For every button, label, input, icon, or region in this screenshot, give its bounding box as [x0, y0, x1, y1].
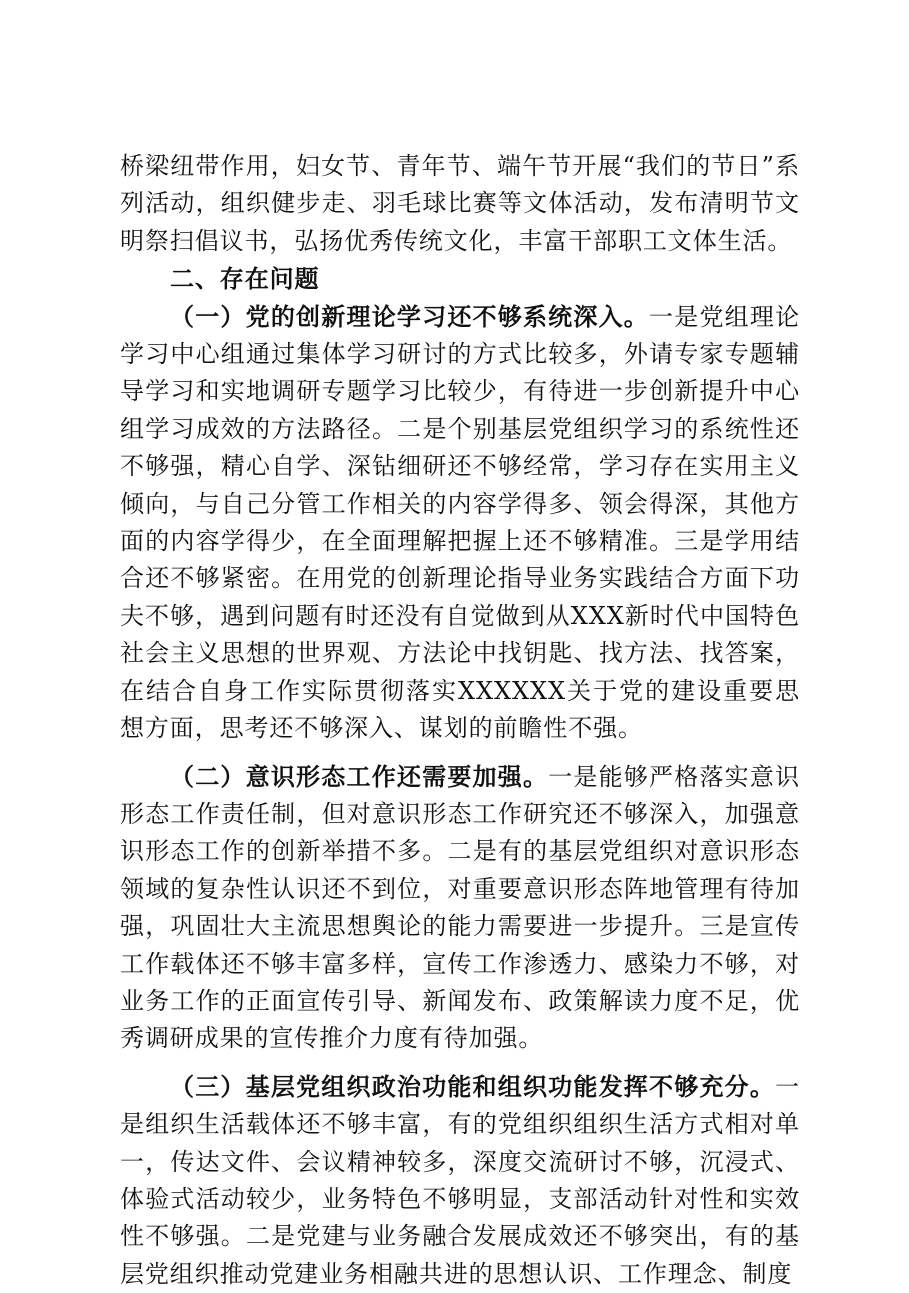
- issue-paragraph-2: [120, 758, 800, 1058]
- issue-heading-2: （二）意识形态工作还需要加强。: [170, 761, 549, 791]
- issue-paragraph-3: [120, 1068, 800, 1293]
- document-body: [120, 148, 800, 1293]
- issue-body-3: 一是组织生活载体还不够丰富，有的党组织组织生活方式相对单一，传达文件、会议精神较多，深度交流研讨不够，沉浸式、体验式活动较少，业务特色不够明显，支部活动针对性和实效性不够强。二是党建与业务融合发展成效还不够突出，有的基层党组织推动党建业务相融共进的思想认识、工作理念、制度: [120, 1072, 800, 1288]
- issue-paragraph-1: [120, 298, 800, 748]
- section-heading: 二、存在问题: [170, 264, 320, 294]
- issue-body-1: 一是党组理论学习中心组通过集体学习研讨的方式比较多，外请专家专题辅导学习和实地调研专题学习比较少，有待进一步创新提升中心组学习成效的方法路径。二是个别基层党组织学习的系统性还不够强，精心自学、深钻细研还不够经常，学习存在实用主义倾向，与自己分管工作相关的内容学得多、领会得深，其他方面的内容学得少，在全面理解把握上还不够精准。三是学用结合还不够紧密。在用党的创新理论指导业务实践结合方面下功夫不够，遇到问题有时还没有自觉做到从XXX新时代中国特色社会主义思想的世界观、方法论中找钥匙、找方法、找答案，在结合自身工作实际贯彻落实XXXXXX关于党的建设重要思想方面，思考还不够深入、谋划的前瞻性不强。: [120, 302, 800, 743]
- issue-body-2: 一是能够严格落实意识形态工作责任制，但对意识形态工作研究还不够深入，加强意识形态工作的创新举措不多。二是有的基层党组织对意识形态领域的复杂性认识还不到位，对重要意识形态阵地管理有待加强，巩固壮大主流思想舆论的能力需要进一步提升。三是宣传工作载体还不够丰富多样，宣传工作渗透力、感染力不够，对业务工作的正面宣传引导、新闻发布、政策解读力度不足，优秀调研成果的宣传推介力度有待加强。: [120, 762, 800, 1053]
- continuation-paragraph: 桥梁纽带作用，妇女节、青年节、端午节开展“我们的节日”系列活动，组织健步走、羽毛球比赛等文体活动，发布清明节文明祭扫倡议书，弘扬优秀传统文化，丰富干部职工文体生活。: [120, 152, 800, 255]
- issue-heading-3: （三）基层党组织政治功能和组织功能发挥不够充分。: [170, 1071, 776, 1101]
- issue-heading-1: （一）党的创新理论学习还不够系统深入。: [170, 301, 650, 331]
